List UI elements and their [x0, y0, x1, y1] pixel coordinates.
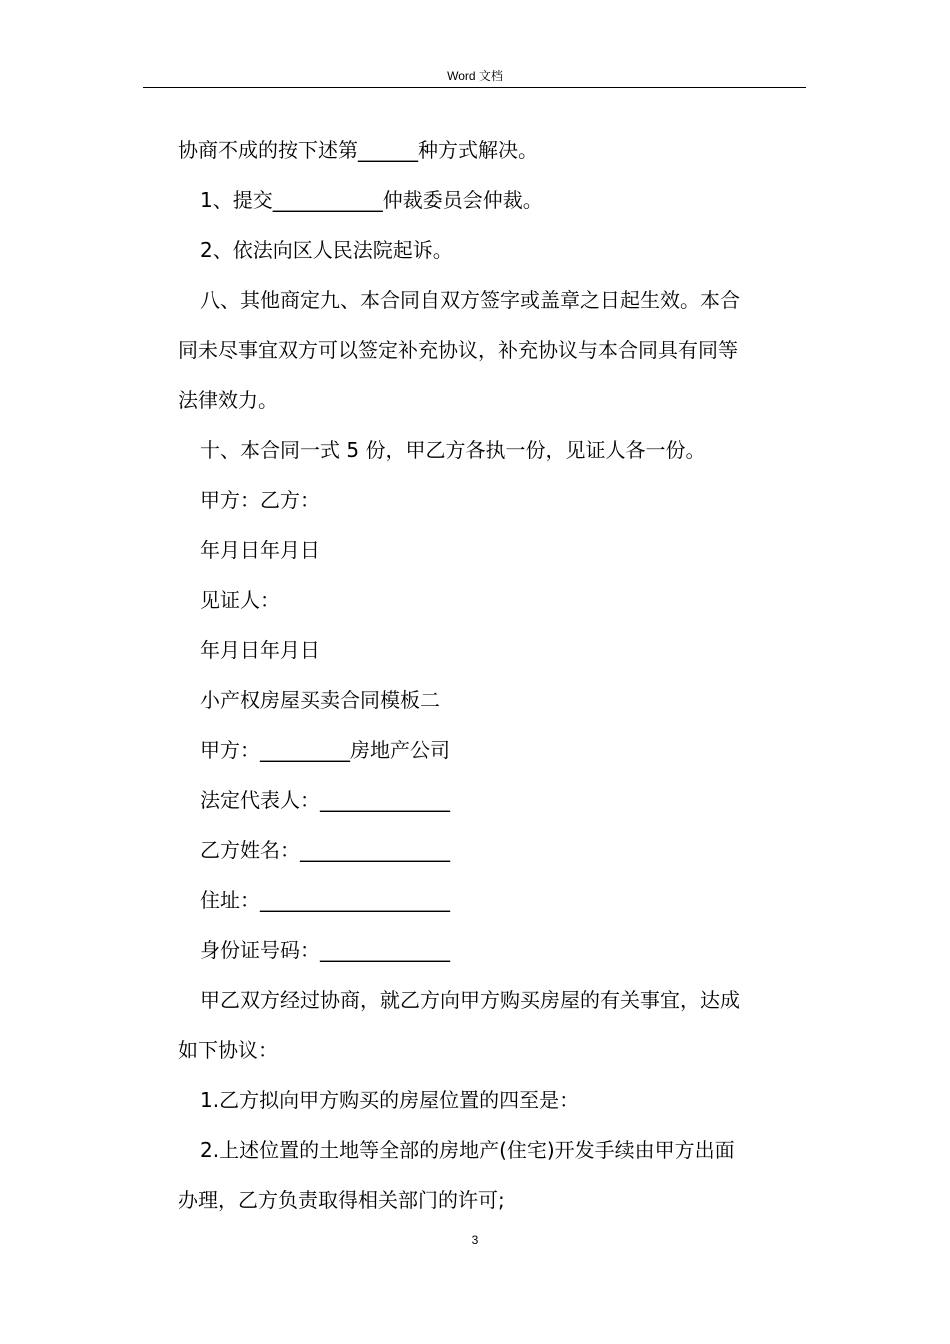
section-title-template-two: 小产权房屋买卖合同模板二	[200, 688, 440, 712]
paragraph-parties: 甲方：乙方：	[200, 488, 320, 512]
clause-2: 2.上述位置的土地等全部的房地产(住宅)开发手续由甲方出面	[200, 1138, 735, 1162]
clause-1: 1.乙方拟向甲方购买的房屋位置的四至是：	[200, 1088, 580, 1112]
paragraph-other-terms-cont: 同未尽事宜双方可以签定补充协议，补充协议与本合同具有同等	[178, 338, 738, 362]
paragraph-witness-dates: 年月日年月日	[200, 638, 320, 662]
paragraph-agreement-intro-cont: 如下协议：	[178, 1038, 278, 1062]
page-header-title: Word 文档	[447, 69, 503, 83]
document-body	[178, 125, 808, 1225]
field-party-b-name: 乙方姓名：_______________	[200, 838, 450, 862]
field-address: 住址：___________________	[200, 888, 450, 912]
clause-2-cont: 办理，乙方负责取得相关部门的许可;	[178, 1188, 505, 1212]
paragraph-dates: 年月日年月日	[200, 538, 320, 562]
paragraph-other-terms-end: 法律效力。	[178, 388, 278, 412]
paragraph-agreement-intro: 甲乙双方经过协商，就乙方向甲方购买房屋的有关事宜，达成	[200, 988, 740, 1012]
paragraph-dispute-resolution: 协商不成的按下述第______种方式解决。	[178, 138, 538, 162]
field-party-a: 甲方：_________房地产公司	[200, 738, 450, 762]
paragraph-arbitration: 1、提交___________仲裁委员会仲裁。	[200, 188, 543, 212]
field-legal-representative: 法定代表人：_____________	[200, 788, 450, 812]
header-divider	[143, 87, 806, 88]
page-number: 3	[471, 1233, 479, 1247]
paragraph-witness: 见证人：	[200, 588, 280, 612]
paragraph-copies: 十、本合同一式 5 份，甲乙方各执一份，见证人各一份。	[200, 438, 706, 462]
field-id-number: 身份证号码：_____________	[200, 938, 450, 962]
paragraph-court: 2、依法向区人民法院起诉。	[200, 238, 453, 262]
paragraph-other-terms: 八、其他商定九、本合同自双方签字或盖章之日起生效。本合	[200, 288, 740, 312]
